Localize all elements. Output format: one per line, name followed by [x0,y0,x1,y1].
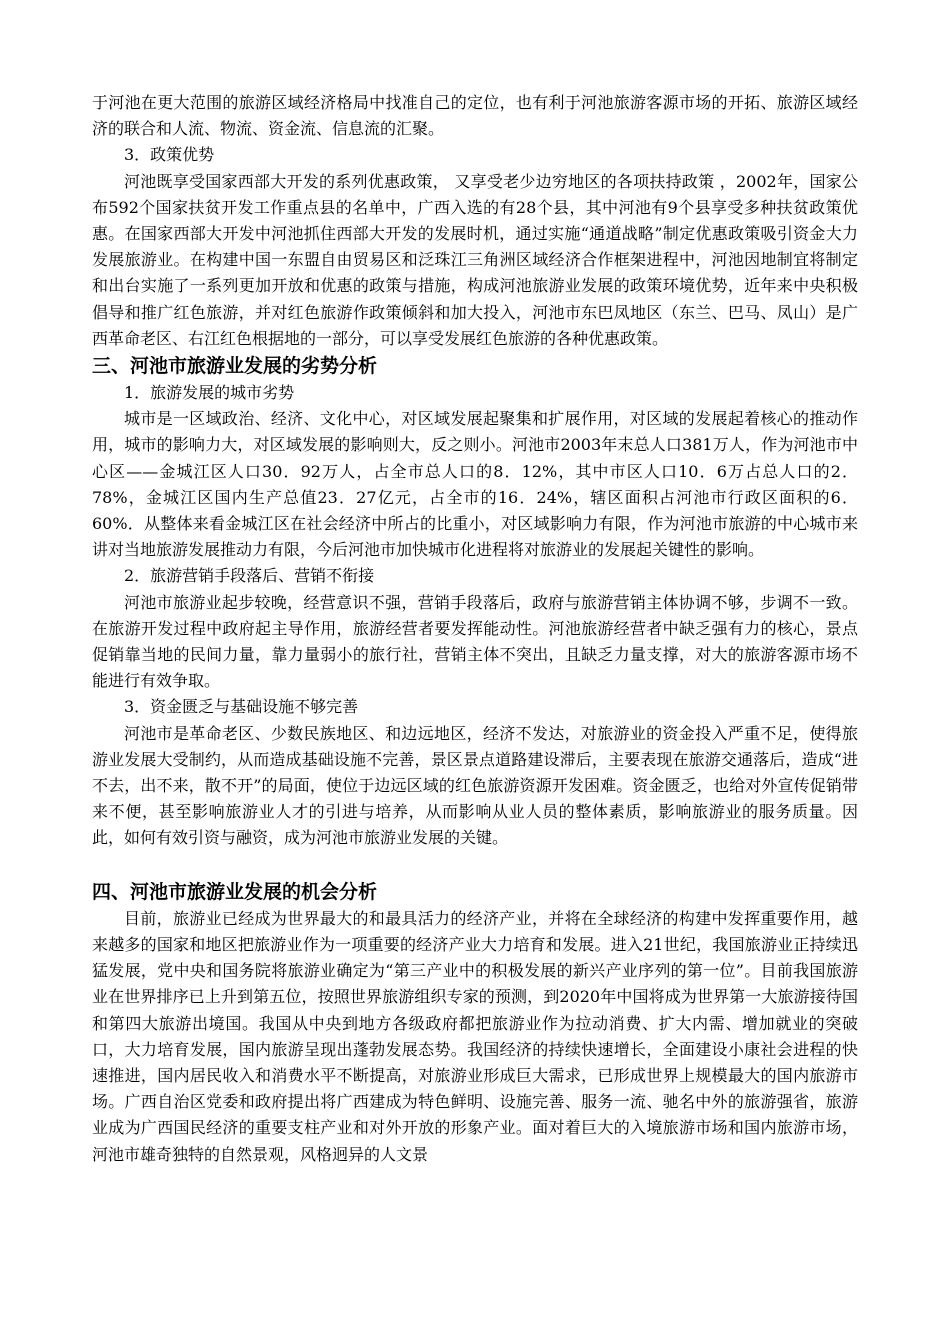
paragraph-marketing: 河池市旅游业起步较晚，经营意识不强，营销手段落后，政府与旅游营销主体协调不够，步调不一致。在旅游开发过程中政府起主导作用，旅游经营者要发挥能动性。河池旅游经营者中缺乏强有力的核心，景点促销靠当地的民间力量，靠力量弱小的旅行社，营销主体不突出，且缺乏力量支撑，对大的旅游客源市场不能进行有效争取。 [92,592,858,691]
blank-line [92,852,858,878]
paragraph-city-disadvantage: 城市是一区域政治、经济、文化中心，对区域发展起聚集和扩展作用，对区域的发展起着核心的推动作用，城市的影响力大，对区域发展的影响则大，反之则小。河池市2003年末总人口381万人，作为河池市中心区——金城江区人口30．92万人，占全市总人口的8．12%，其中市区人口10．6万占总人口的2．78%，金城江区国内生产总值23．27亿元，占全市的16．24%，辖区面积占河池市行政区面积的6．60%．从整体来看金城江区在社会经济中所占的比重小，对区域影响力有限，作为河池市旅游的中心城市来讲对当地旅游发展推动力有限，今后河池市加快城市化进程将对旅游业的发展起关键性的影响。 [92,409,858,560]
subheading-funds-infrastructure: 3．资金匮乏与基础设施不够完善 [124,697,359,717]
subheading-city-disadvantage: 1．旅游发展的城市劣势 [124,383,295,403]
section-heading-opportunities: 四、河池市旅游业发展的机会分析 [92,880,378,903]
paragraph-policy-advantage: 河池既享受国家西部大开发的系列优惠政策， 又享受老少边穷地区的各项扶持政策 ，2002年，国家公布592个国家扶贫开发工作重点县的名单中，广西入选的有28个县，其中河池有9个县享受多种扶贫政策优惠。在国家西部大开发中河池抓住西部大开发的发展时机，通过实施“通道战略”制定优惠政策吸引资金大力发展旅游业。在构建中国一东盟自由贸易区和泛珠江三角洲区域经济合作框架进程中，河池因地制宜将制定和出台实施了一系列更加开放和优惠的政策与措施，构成河池旅游业发展的政策环境优势，近年来中央积极倡导和推广红色旅游，并对红色旅游作政策倾斜和加大投入，河池市东巴凤地区（东兰、巴马、凤山）是广西革命老区、右江红色根据地的一部分，可以享受发展红色旅游的各种优惠政策。 [92,171,858,348]
section-heading-disadvantages: 三、河池市旅游业发展的劣势分析 [92,355,378,378]
paragraph-continuation: 于河池在更大范围的旅游区域经济格局中找准自己的定位，也有利于河池旅游客源市场的开拓、旅游区域经济的联合和人流、物流、资金流、信息流的汇聚。 [92,93,858,139]
subheading-marketing: 2．旅游营销手段落后、营销不衔接 [124,566,375,586]
subheading-policy-advantage: 3．政策优势 [124,145,215,165]
document-page [92,90,858,1168]
paragraph-funds-infrastructure: 河池市是革命老区、少数民族地区、和边远地区，经济不发达，对旅游业的资金投入严重不足，使得旅游业发展大受制约，从而造成基础设施不完善，景区景点道路建设滞后，主要表现在旅游交通落后，造成“进不去，出不来，散不开”的局面，使位于边远区域的红色旅游资源开发困难。资金匮乏，也给对外宣传促销带来不便，甚至影响旅游业人才的引进与培养，从而影响从业人员的整体素质，影响旅游业的服务质量。因此，如何有效引资与融资，成为河池市旅游业发展的关键。 [92,723,858,848]
paragraph-opportunities: 目前，旅游业已经成为世界最大的和最具活力的经济产业，并将在全球经济的构建中发挥重要作用，越来越多的国家和地区把旅游业作为一项重要的经济产业大力培育和发展。进入21世纪，我国旅游业正持续迅猛发展，党中央和国务院将旅游业确定为“第三产业中的积极发展的新兴产业序列的第一位”。目前我国旅游业在世界排序已上升到第五位，按照世界旅游组织专家的预测，到2020年中国将成为世界第一大旅游接待国和第四大旅游出境国。我国从中央到地方各级政府都把旅游业作为拉动消费、扩大内需、增加就业的突破口，大力培育发展，国内旅游呈现出蓬勃发展态势。我国经济的持续快速增长，全面建设小康社会进程的快速推进，国内居民收入和消费水平不断提高，对旅游业形成巨大需求，已形成世界上规模最大的国内旅游市场。广西自治区党委和政府提出将广西建成为特色鲜明、设施完善、服务一流、驰名中外的旅游强省，旅游业成为广西国民经济的重要支柱产业和对外开放的形象产业。面对着巨大的入境旅游市场和国内旅游市场，河池市雄奇独特的自然景观，风格迥异的人文景 [92,908,858,1164]
